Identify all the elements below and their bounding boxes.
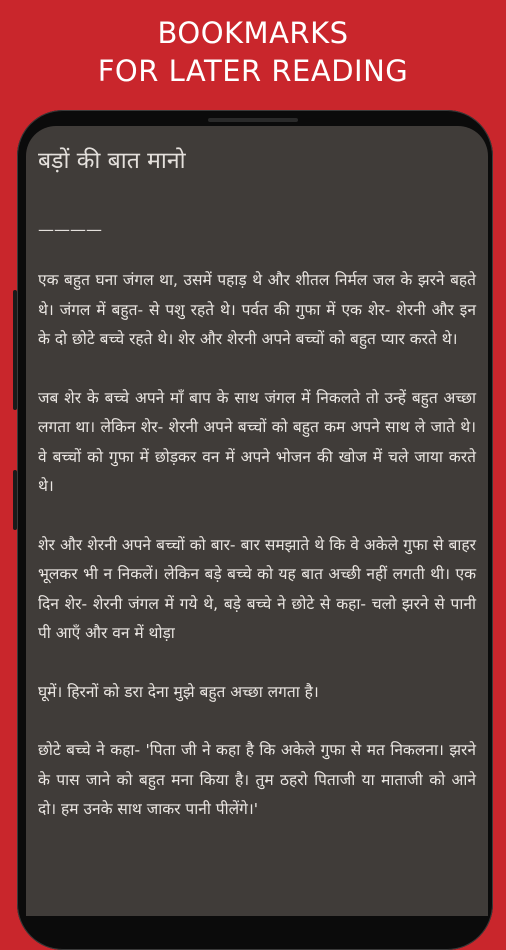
- title-divider: ————: [38, 220, 102, 239]
- story-paragraph: घूमें। हिरनों को डरा देना मुझे बहुत अच्छा लगता है।: [38, 682, 319, 701]
- story-paragraph: छोटे बच्चे ने कहा- 'पिता जी ने कहा है कि अकेले गुफा से मत निकलना। झरने के पास जाने को बहुत मना किया है। तुम ठहरो पिताजी या माताजी को आने दो। हम उनके साथ जाकर पानी पीलेंगे।': [38, 741, 476, 818]
- promo-title-line-2: FOR LATER READING: [97, 54, 409, 88]
- promo-title-line-1: BOOKMARKS: [157, 16, 349, 50]
- promo-title: [0, 14, 506, 90]
- story-body[interactable]: [38, 266, 476, 854]
- phone-speaker: [208, 118, 298, 122]
- reader-screen[interactable]: [26, 126, 488, 916]
- story-paragraph: शेर और शेरनी अपने बच्चों को बार- बार समझाते थे कि वे अकेले गुफा से बाहर भूलकर भी न निकलें। लेकिन बड़े बच्चे को यह बात अच्छी नहीं लगती थी। एक दिन शेर- शेरनी जंगल में गये थे, बड़े बच्चे ने छोटे से कहा- चलो झरने से पानी पी आएँ और वन में थोड़ा: [38, 535, 476, 642]
- story-title: बड़ों की बात मानो: [38, 148, 186, 174]
- story-paragraph: जब शेर के बच्चे अपने माँ बाप के साथ जंगल में निकलते तो उन्हें बहुत अच्छा लगता था। लेकिन शेर- शेरनी अपने बच्चों को बहुत कम अपने साथ ले जाते थे। वे बच्चों को गुफा में छोड़कर वन में अपने भोजन की खोज में चले जाया करते थे।: [38, 388, 476, 495]
- story-paragraph: एक बहुत घना जंगल था, उसमें पहाड़ थे और शीतल निर्मल जल के झरने बहते थे। जंगल में बहुत- से पशु रहते थे। पर्वत की गुफा में एक शेर- शेरनी और इन के दो छोटे बच्चे रहते थे। शेर और शेरनी अपने बच्चों को बहुत प्यार करते थे।: [38, 271, 476, 348]
